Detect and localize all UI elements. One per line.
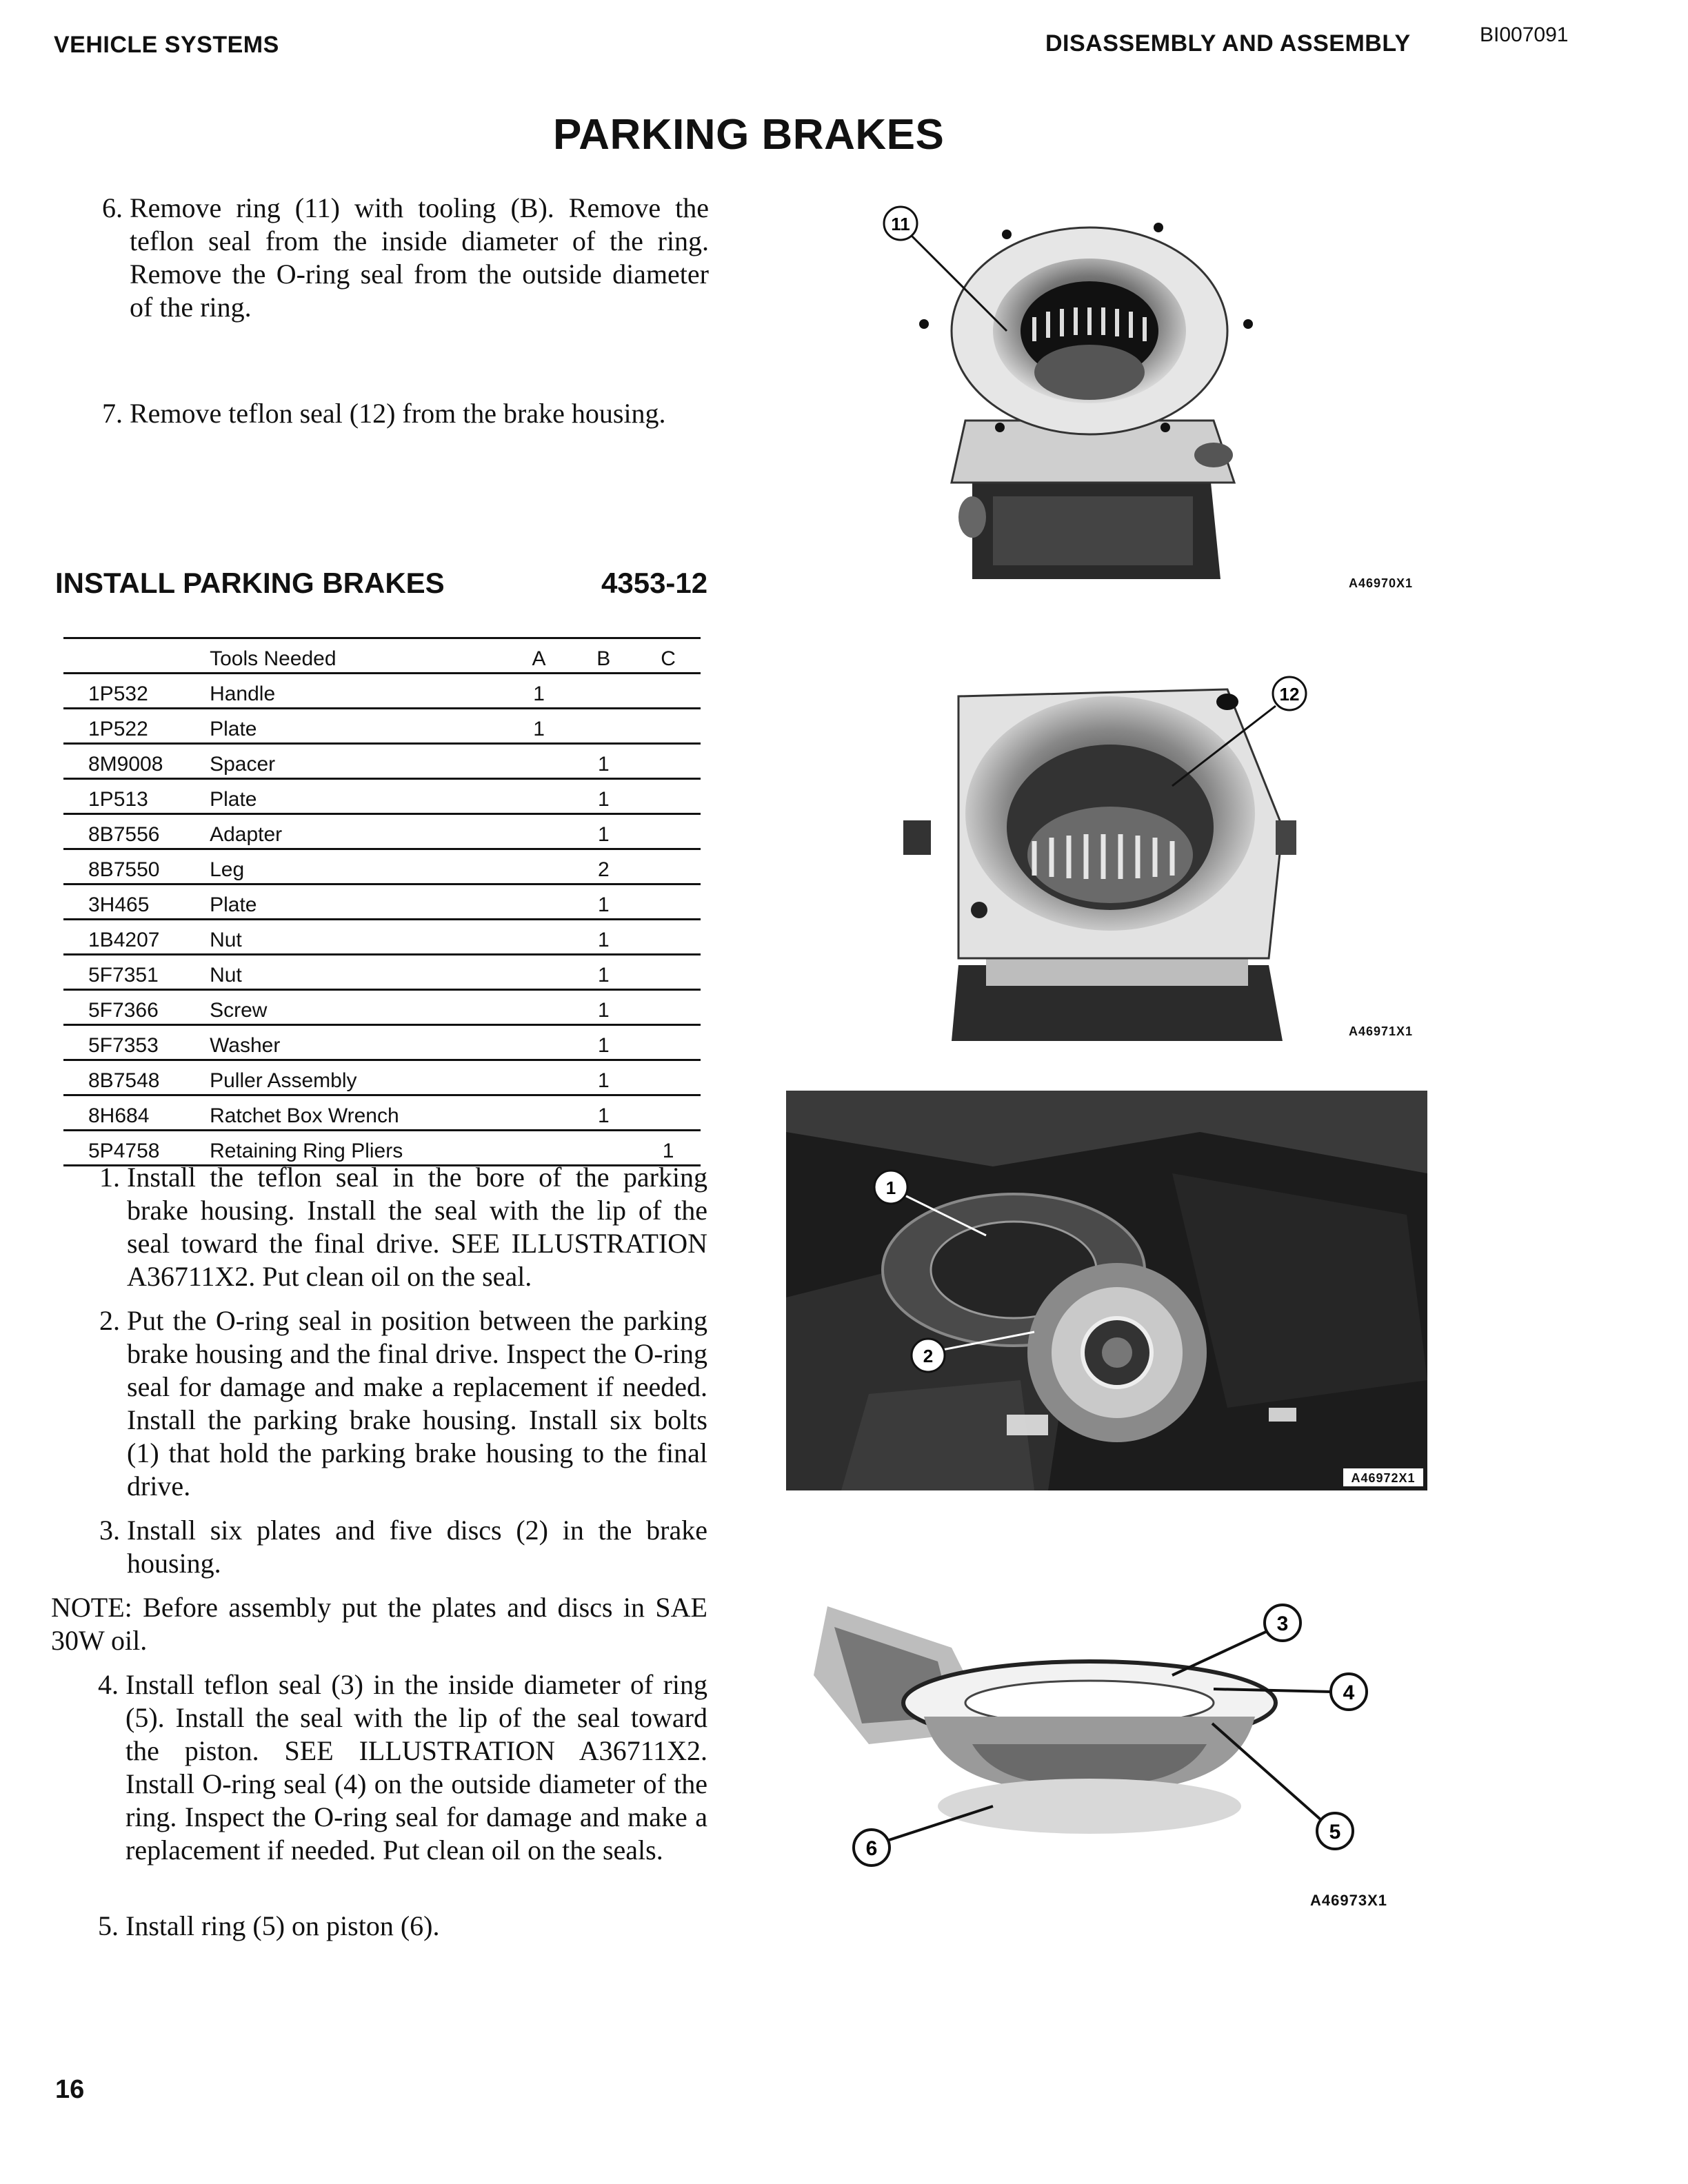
qty-b-cell: 1	[571, 884, 636, 920]
step-number: 2.	[99, 1305, 120, 1336]
step-text: Install teflon seal (3) in the inside diameter of ring (5). Install the seal with the lip of the seal toward the piston. SEE ILLUSTRATION A36711X2. Install O-ring seal (4) on the outside diameter of the ring. Inspect the O-ring seal for damage and make a replacement if needed. Put clean oil on the seals.	[125, 1669, 707, 1866]
qty-a-cell	[507, 849, 572, 884]
column-header-part	[63, 638, 210, 674]
table-row	[63, 674, 701, 709]
part-number-cell: 8B7548	[63, 1060, 210, 1095]
part-number-cell: 8M9008	[63, 744, 210, 779]
table-row	[63, 955, 701, 990]
qty-a-cell	[507, 1025, 572, 1060]
qty-a-cell: 1	[507, 674, 572, 709]
qty-b-cell: 2	[571, 849, 636, 884]
qty-b-cell: 1	[571, 744, 636, 779]
step-text: Install ring (5) on piston (6).	[125, 1910, 440, 1941]
running-header-left: VEHICLE SYSTEMS	[54, 32, 279, 58]
qty-c-cell	[636, 849, 701, 884]
tool-name-cell: Spacer	[210, 744, 507, 779]
step-text: Install the teflon seal in the bore of the parking brake housing. Install the seal with the lip of the seal toward the final drive. SEE ILLUSTRATION A36711X2. Put clean oil on the seal.	[127, 1162, 707, 1292]
qty-a-cell	[507, 744, 572, 779]
table-row	[63, 779, 701, 814]
step-number: 7.	[102, 398, 123, 429]
figure-ring-removal	[862, 193, 1303, 593]
callout-label: 6	[865, 1837, 878, 1860]
column-header-tools: Tools Needed	[210, 638, 507, 674]
qty-b-cell	[571, 709, 636, 744]
install-step	[99, 1514, 707, 1580]
qty-a-cell	[507, 884, 572, 920]
figure-caption: A46970X1	[1349, 576, 1414, 590]
qty-a-cell: 1	[507, 709, 572, 744]
qty-a-cell	[507, 779, 572, 814]
qty-c-cell	[636, 955, 701, 990]
note: NOTE: Before assembly put the plates and discs in SAE 30W oil.	[51, 1592, 707, 1656]
tool-name-cell: Washer	[210, 1025, 507, 1060]
table-row	[63, 1131, 701, 1166]
install-step	[98, 1668, 707, 1867]
table-row	[63, 1095, 701, 1131]
table-row	[63, 1025, 701, 1060]
qty-c-cell	[636, 920, 701, 955]
running-header-right: DISASSEMBLY AND ASSEMBLY	[1045, 30, 1411, 57]
tool-name-cell: Plate	[210, 884, 507, 920]
qty-c-cell	[636, 674, 701, 709]
qty-b-cell: 1	[571, 1025, 636, 1060]
qty-b-cell	[571, 1131, 636, 1166]
qty-c-cell	[636, 709, 701, 744]
removal-step	[102, 397, 709, 430]
part-number-cell: 1P532	[63, 674, 210, 709]
callout-label: 12	[1279, 684, 1300, 705]
qty-c-cell	[636, 884, 701, 920]
install-step	[99, 1161, 707, 1293]
qty-a-cell	[507, 955, 572, 990]
part-number-cell: 3H465	[63, 884, 210, 920]
page-number: 16	[55, 2075, 85, 2104]
step-number: 3.	[99, 1515, 120, 1546]
document-id: BI007091	[1480, 23, 1569, 46]
qty-a-cell	[507, 990, 572, 1025]
qty-c-cell	[636, 1095, 701, 1131]
figure-housing-install	[786, 1091, 1427, 1490]
qty-c-cell	[636, 814, 701, 849]
step-number: 4.	[98, 1669, 119, 1700]
figure-caption: A46973X1	[1310, 1892, 1387, 1909]
table-row	[63, 814, 701, 849]
column-header-a: A	[507, 638, 572, 674]
qty-c-cell	[636, 1060, 701, 1095]
table-row	[63, 709, 701, 744]
qty-b-cell	[571, 674, 636, 709]
table-row	[63, 849, 701, 884]
column-header-c: C	[636, 638, 701, 674]
qty-b-cell: 1	[571, 990, 636, 1025]
section-code: 4353-12	[601, 567, 708, 599]
tool-name-cell: Screw	[210, 990, 507, 1025]
tools-table-header-row	[63, 638, 701, 674]
callout-label: 1	[885, 1177, 896, 1198]
page-title: PARKING BRAKES	[553, 111, 945, 159]
part-number-cell: 8B7556	[63, 814, 210, 849]
step-number: 5.	[98, 1910, 119, 1941]
tool-name-cell: Nut	[210, 955, 507, 990]
qty-c-cell	[636, 990, 701, 1025]
table-row	[63, 884, 701, 920]
figure-caption: A46971X1	[1349, 1024, 1414, 1038]
qty-a-cell	[507, 920, 572, 955]
column-header-b: B	[571, 638, 636, 674]
part-number-cell: 1P513	[63, 779, 210, 814]
qty-b-cell: 1	[571, 1060, 636, 1095]
qty-a-cell	[507, 1060, 572, 1095]
tools-table	[63, 637, 701, 1166]
qty-c-cell: 1	[636, 1131, 701, 1166]
tool-name-cell: Plate	[210, 779, 507, 814]
step-text: Install six plates and five discs (2) in the brake housing.	[127, 1515, 707, 1579]
figure-ring-piston	[786, 1565, 1407, 1896]
section-heading: INSTALL PARKING BRAKES	[55, 567, 445, 599]
callout-label: 2	[923, 1346, 934, 1366]
part-number-cell: 5F7351	[63, 955, 210, 990]
qty-b-cell: 1	[571, 779, 636, 814]
step-text: Put the O-ring seal in position between the parking brake housing and the final drive. Inspect the O-ring seal for damage and make a replacement if needed. Install the parking brake housing. Install six bolts (1) that hold the parking brake housing to the final drive.	[127, 1305, 707, 1502]
step-text: Remove ring (11) with tooling (B). Remove the teflon seal from the inside diameter of the ring. Remove the O-ring seal from the outside diameter of the ring.	[130, 192, 709, 323]
install-step	[98, 1910, 707, 1943]
figure-seal-removal	[883, 669, 1324, 1048]
callout-label: 4	[1343, 1681, 1355, 1704]
part-number-cell: 1B4207	[63, 920, 210, 955]
part-number-cell: 8B7550	[63, 849, 210, 884]
install-step	[99, 1304, 707, 1503]
part-number-cell: 5P4758	[63, 1131, 210, 1166]
step-text: Remove teflon seal (12) from the brake housing.	[130, 398, 666, 429]
qty-b-cell: 1	[571, 920, 636, 955]
tool-name-cell: Nut	[210, 920, 507, 955]
step-number: 6.	[102, 192, 123, 223]
table-row	[63, 744, 701, 779]
table-row	[63, 990, 701, 1025]
qty-b-cell: 1	[571, 814, 636, 849]
part-number-cell: 5F7353	[63, 1025, 210, 1060]
tool-name-cell: Adapter	[210, 814, 507, 849]
figure-caption: A46972X1	[1351, 1471, 1416, 1485]
part-number-cell: 8H684	[63, 1095, 210, 1131]
table-row	[63, 920, 701, 955]
part-number-cell: 5F7366	[63, 990, 210, 1025]
callout-label: 11	[891, 214, 910, 234]
callout-label: 5	[1329, 1821, 1341, 1843]
qty-c-cell	[636, 744, 701, 779]
tool-name-cell: Puller Assembly	[210, 1060, 507, 1095]
part-number-cell: 1P522	[63, 709, 210, 744]
tool-name-cell: Ratchet Box Wrench	[210, 1095, 507, 1131]
table-row	[63, 1060, 701, 1095]
tool-name-cell: Retaining Ring Pliers	[210, 1131, 507, 1166]
qty-a-cell	[507, 1131, 572, 1166]
tool-name-cell: Handle	[210, 674, 507, 709]
removal-step	[102, 192, 709, 324]
qty-b-cell: 1	[571, 955, 636, 990]
step-number: 1.	[99, 1162, 120, 1193]
qty-c-cell	[636, 1025, 701, 1060]
qty-a-cell	[507, 1095, 572, 1131]
qty-c-cell	[636, 779, 701, 814]
qty-a-cell	[507, 814, 572, 849]
qty-b-cell: 1	[571, 1095, 636, 1131]
callout-label: 3	[1276, 1612, 1289, 1635]
tool-name-cell: Leg	[210, 849, 507, 884]
tool-name-cell: Plate	[210, 709, 507, 744]
